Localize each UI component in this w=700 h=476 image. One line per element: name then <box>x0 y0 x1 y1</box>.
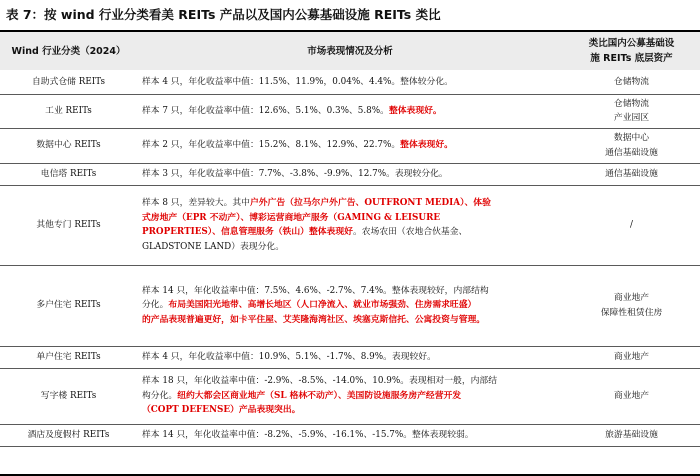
performance-line <box>142 403 558 418</box>
performance-line <box>142 240 558 255</box>
table-header-row <box>0 32 700 70</box>
highlight-text: （COPT DEFENSE）产品表现突出。 <box>142 405 301 416</box>
table-row <box>0 185 700 265</box>
row-comparison <box>563 185 700 265</box>
row-performance <box>137 368 563 424</box>
performance-text: 样本 4 只，年化收益率中值：11.5%、11.9%，0.04%、4.4%。整体较分化。 <box>142 76 453 87</box>
reits-comparison-table <box>0 32 700 447</box>
comparison-asset: 保障性租赁住房 <box>600 307 663 318</box>
comparison-asset: 仓储物流 <box>613 98 650 109</box>
row-category: 写字楼 REITs <box>0 368 137 424</box>
comparison-asset: 通信基础设施 <box>605 147 658 158</box>
performance-line <box>142 374 558 389</box>
row-comparison <box>563 128 700 163</box>
performance-line <box>142 104 558 119</box>
row-category: 酒店及度假村 REITs <box>0 424 137 446</box>
row-performance <box>137 424 563 446</box>
row-category: 其他专门 REITs <box>0 185 137 265</box>
highlight-text: 整体表现好。 <box>400 140 453 151</box>
performance-line <box>142 350 558 365</box>
highlight-text: 布局美国阳光地带、高增长地区（人口净流入、就业市场强劲、住房需求旺盛） <box>168 300 477 311</box>
performance-text: 样本 2 只，年化收益率中值：15.2%、8.1%、12.9%、22.7%。 <box>142 140 401 151</box>
row-comparison <box>563 368 700 424</box>
row-category: 工业 REITs <box>0 94 137 128</box>
table-row <box>0 265 700 346</box>
row-comparison <box>563 94 700 128</box>
performance-text: 样本 18 只，年化收益率中值：-2.9%、-8.5%、-14.0%、10.9%。表现相对一般，内部结 <box>142 376 498 387</box>
row-performance <box>137 185 563 265</box>
row-comparison <box>563 163 700 185</box>
table-row <box>0 424 700 446</box>
row-performance <box>137 265 563 346</box>
performance-text: 样本 7 只，年化收益率中值：12.6%、5.1%、0.3%、5.8%。 <box>142 105 389 116</box>
performance-text: 样本 3 只，年化收益率中值：7.7%、-3.8%、-9.9%、12.7%。表现较分化。 <box>142 168 448 179</box>
row-comparison <box>563 265 700 346</box>
performance-line <box>142 298 558 313</box>
performance-text: 样本 14 只，年化收益率中值：-8.2%、-5.9%、-16.1%、-15.7%。整体表现较弱。 <box>142 429 474 440</box>
row-comparison <box>563 346 700 368</box>
highlight-text: 户外广告（拉马尔户外广告、OUTFRONT MEDIA）、体验 <box>249 198 491 208</box>
performance-line <box>142 225 558 240</box>
comparison-asset: 商业地产 <box>613 390 650 401</box>
row-category: 多户住宅 REITs <box>0 265 137 346</box>
performance-text: 样本 14 只，年化收益率中值：7.5%、4.6%、-2.7%、7.4%。整体表现较好，内部结构 <box>142 285 489 296</box>
table-row <box>0 368 700 424</box>
header-comparison-line2: 施 REITs 底层资产 <box>590 53 673 64</box>
performance-line <box>142 284 558 299</box>
performance-line <box>142 389 558 404</box>
highlight-text: 的产品表现普遍更好，如卡平住屋、艾芙隆海湾社区、埃塞克斯信托、公寓投资与管理。 <box>142 314 486 325</box>
row-performance <box>137 128 563 163</box>
comparison-asset: 通信基础设施 <box>605 168 658 179</box>
row-category: 数据中心 REITs <box>0 128 137 163</box>
row-performance <box>137 94 563 128</box>
performance-line <box>142 211 558 226</box>
table-body <box>0 70 700 446</box>
comparison-asset: 产业园区 <box>613 113 650 123</box>
performance-line <box>142 428 558 443</box>
table-row <box>0 346 700 368</box>
header-category: Wind 行业分类（2024） <box>0 32 137 70</box>
comparison-asset: 旅游基础设施 <box>605 429 658 440</box>
header-comparison <box>563 32 700 70</box>
performance-text: GLADSTONE LAND）表现分化。 <box>142 241 285 252</box>
row-category: 电信塔 REITs <box>0 163 137 185</box>
comparison-asset: / <box>630 219 633 230</box>
highlight-text: PROPERTIES）、信息管理服务（铁山）整体表现好 <box>142 227 353 237</box>
performance-text: 构分化。 <box>142 390 178 401</box>
table-caption: 表 7：按 wind 行业分类看美 REITs 产品以及国内公募基础设施 REITs 类比 <box>6 7 441 22</box>
row-performance <box>137 70 563 94</box>
table-row <box>0 70 700 94</box>
header-comparison-line1: 类比国内公募基础设 <box>588 38 675 49</box>
row-category: 自助式仓储 REITs <box>0 70 137 94</box>
performance-text: 样本 4 只，年化收益率中值：10.9%、5.1%、-1.7%、8.9%。表现较好。 <box>142 351 436 362</box>
table-row <box>0 163 700 185</box>
table-row <box>0 128 700 163</box>
comparison-asset: 仓储物流 <box>613 76 650 87</box>
highlight-text: 纽约大都会区商业地产（SL 格林不动产）、美国防设施服务房产经营开发 <box>177 390 462 401</box>
performance-text: 分化。 <box>142 300 169 311</box>
highlight-text: 式房地产（EPR 不动产）、博彩运营商地产服务（GAMING & LEISURE <box>142 212 441 223</box>
row-comparison <box>563 424 700 446</box>
highlight-text: 整体表现好。 <box>388 105 442 116</box>
row-performance <box>137 346 563 368</box>
comparison-asset: 商业地产 <box>613 351 650 362</box>
performance-line <box>142 313 558 328</box>
comparison-asset: 数据中心 <box>613 133 650 143</box>
performance-text: 。农场农田（农地合伙基金、 <box>352 227 468 237</box>
row-category: 单户住宅 REITs <box>0 346 137 368</box>
comparison-asset: 商业地产 <box>613 293 650 303</box>
header-performance: 市场表现情况及分析 <box>137 32 563 70</box>
performance-line <box>142 196 558 211</box>
table-row <box>0 94 700 128</box>
performance-line <box>142 138 558 153</box>
performance-line <box>142 75 558 90</box>
performance-text: 样本 8 只，差异较大。其中 <box>142 198 250 208</box>
row-performance <box>137 163 563 185</box>
performance-line <box>142 167 558 182</box>
row-comparison <box>563 70 700 94</box>
